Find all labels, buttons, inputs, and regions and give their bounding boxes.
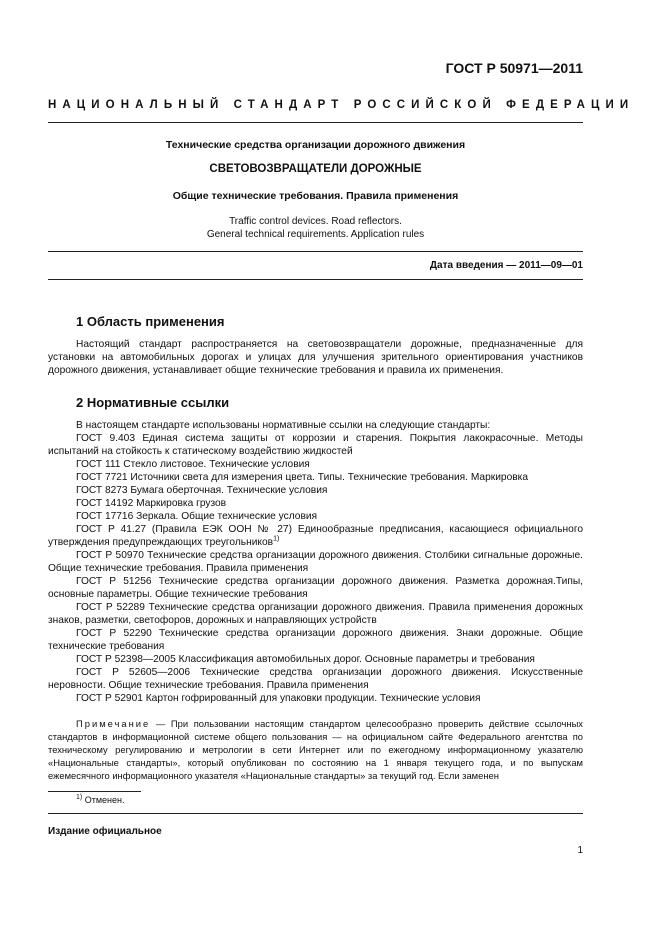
section2-refs (48, 419, 583, 705)
paragraph: Настоящий стандарт распространяется на световозвращатели дорожные, предназначенные для установки на автомобильных дорогах и улицах для улучшения зрительного ориентирования участников дорожного движения, устанавливает общие технические требования и правила их применения. (48, 339, 583, 376)
footnote-mark: 1) (76, 794, 83, 801)
section2-heading: 2 Нормативные ссылки (76, 395, 230, 410)
ref-item: ГОСТ Р 52289 Технические средства организации дорожного движения. Правила применения дорожных знаков, разметки, светофоров, дорожных и направляющих устройств (48, 602, 583, 626)
ref-item: ГОСТ 111 Стекло листовое. Технические условия (76, 459, 310, 470)
divider (48, 279, 583, 280)
ref-item: ГОСТ Р 52901 Картон гофрированный для упаковки продукции. Технические условия (76, 693, 481, 704)
effective-date: Дата введения — 2011—09—01 (429, 260, 583, 271)
ref-item: ГОСТ Р 52290 Технические средства организации дорожного движения. Знаки дорожные. Общие технические требования (48, 628, 583, 652)
ref-item: ГОСТ Р 50970 Технические средства организации дорожного движения. Столбики сигнальные дорожные. Общие технические требования. Правила применения (48, 550, 583, 574)
title-en-2: General technical requirements. Application rules (206, 229, 425, 240)
edition-label: Издание официальное (48, 826, 162, 837)
title-sub: Общие технические требования. Правила применения (172, 190, 459, 202)
ref-item: ГОСТ 7721 Источники света для измерения цвета. Типы. Технические требования. Маркировка (76, 472, 529, 483)
footnote-divider (48, 791, 141, 792)
ref-item: ГОСТ 17716 Зеркала. Общие технические условия (76, 511, 318, 522)
ref-item-text: ГОСТ Р 41.27 (Правила ЕЭК ООН № 27) Единообразные предписания, касающиеся официального утверждения предупреждающих треугольников (48, 524, 583, 548)
divider (48, 251, 583, 252)
footnote (76, 795, 125, 805)
ref-item: ГОСТ Р 52605—2006 Технические средства организации дорожного движения. Искусственные неровности. Общие технические требования. Правила применения (48, 667, 583, 691)
standard-code: ГОСТ Р 50971—2011 (445, 60, 583, 76)
page-number: 1 (577, 845, 583, 856)
note (48, 717, 583, 782)
national-standard-heading: НАЦИОНАЛЬНЫЙ СТАНДАРТ РОССИЙСКОЙ ФЕДЕРАЦИИ (48, 99, 635, 111)
ref-item: ГОСТ Р 51256 Технические средства организации дорожного движения. Разметка дорожная.Типы, основные параметры. Общие технические требования (48, 576, 583, 600)
ref-item: ГОСТ 9.403 Единая система защиты от коррозии и старения. Покрытия лакокрасочные. Методы испытаний на стойкость к статическому воздействию жидкостей (48, 433, 583, 457)
section1-heading: 1 Область применения (76, 314, 225, 329)
ref-item: ГОСТ 14192 Маркировка грузов (76, 498, 227, 509)
ref-item (48, 523, 583, 549)
ref-item: ГОСТ Р 52398—2005 Классификация автомобильных дорог. Основные параметры и требования (76, 654, 535, 665)
divider (48, 813, 583, 814)
title-group: Технические средства организации дорожного движения (165, 139, 466, 151)
title-main: СВЕТОВОЗВРАЩАТЕЛИ ДОРОЖНЫЕ (209, 163, 422, 175)
note-paragraph (48, 717, 583, 782)
footnote-mark: 1) (273, 535, 280, 543)
note-label: Примечание (76, 718, 151, 729)
divider (48, 122, 583, 123)
title-en-1: Traffic control devices. Road reflectors. (229, 216, 402, 227)
ref-item: ГОСТ 8273 Бумага оберточная. Технические условия (76, 485, 328, 496)
note-text: — При пользовании настоящим стандартом целесообразно проверить действие ссылочных стандартов в информационной системе общего пользования — на официальном сайте Федерального агентства по техническому регулированию и метрологии в сети Интернет или по ежегодному информационному указателю «Национальные стандарты», который опубликован по состоянию на 1 января текущего года, и по выпускам ежемесячного информационного указателя «Национальные стандарты» за текущий год. Если заменен (48, 718, 583, 781)
footnote-text: Отменен. (82, 795, 125, 805)
section1-text (48, 338, 583, 377)
refs-intro: В настоящем стандарте использованы нормативные ссылки на следующие стандарты: (76, 420, 491, 431)
